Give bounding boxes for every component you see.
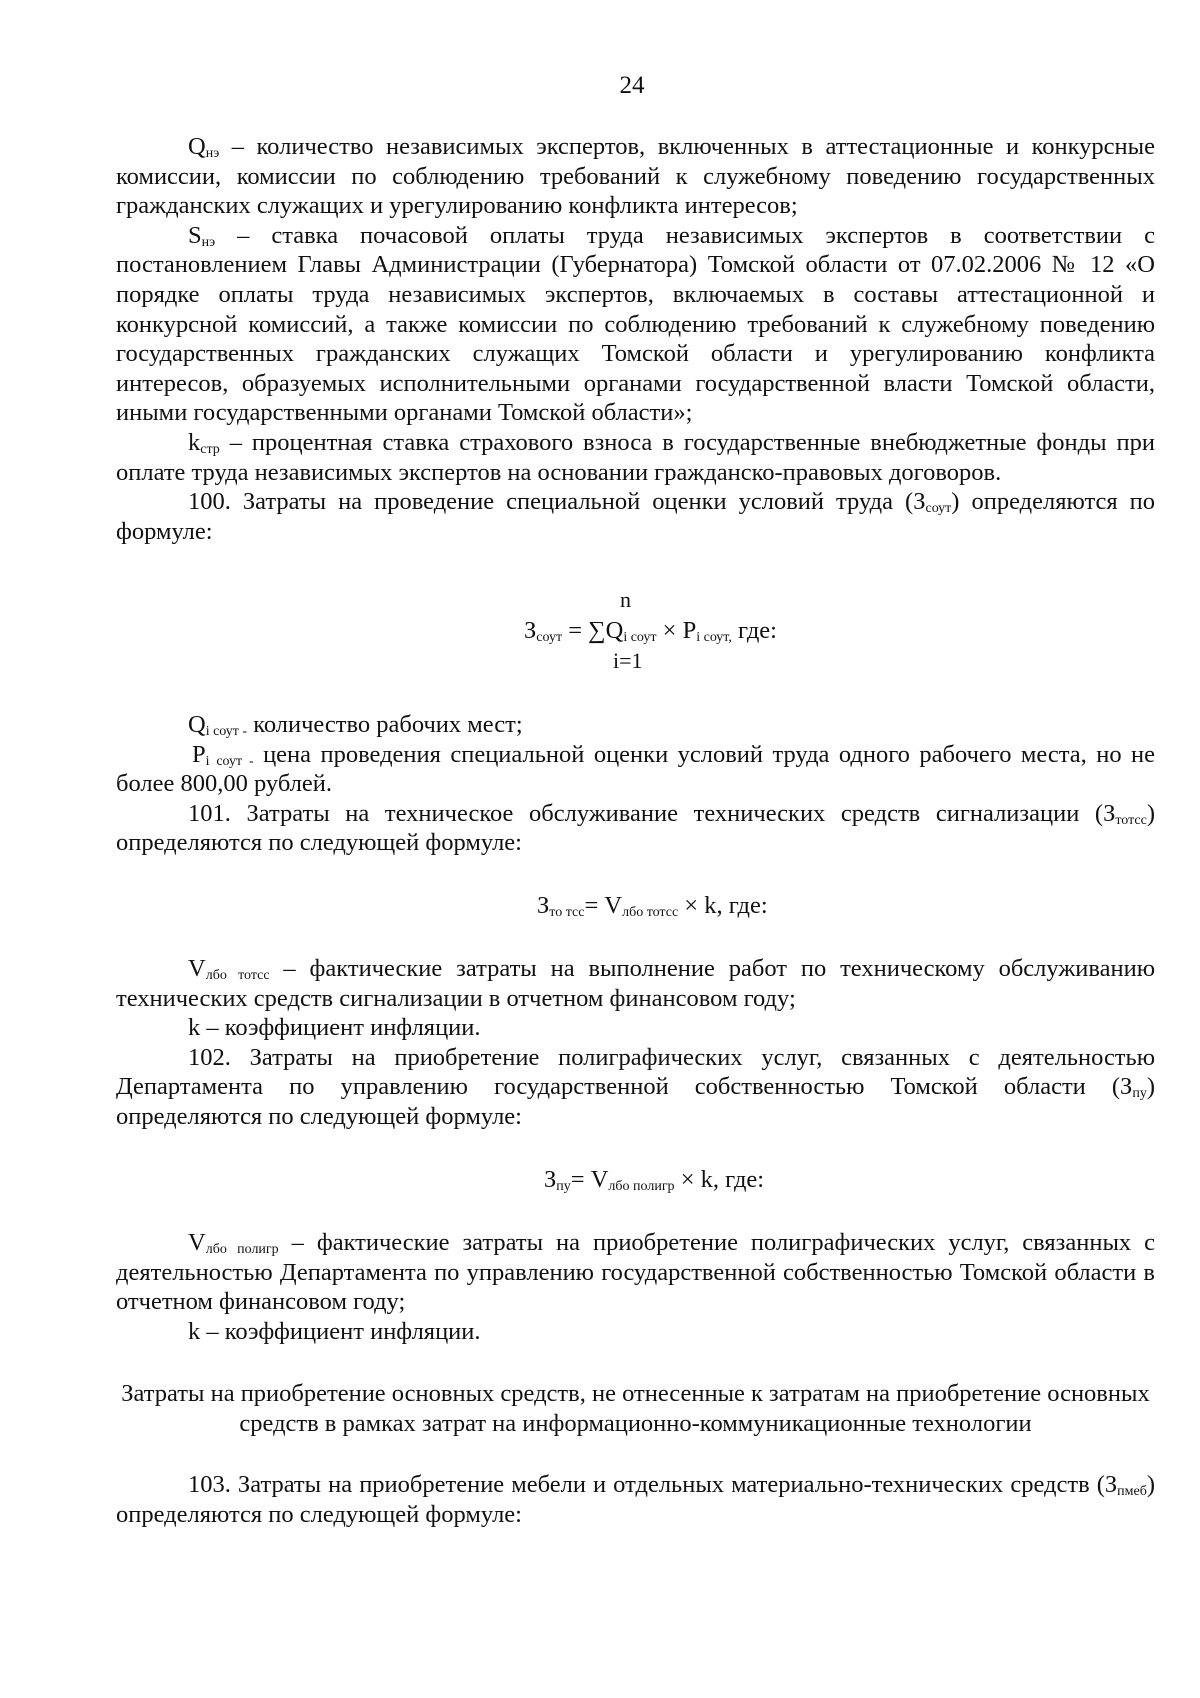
definition-s-ne: $S_{нэ}$ – ставка почасовой оплаты труда независимых экспертов в соответствии с постановлением Главы Администрации (Губернатора) Томской области от 07.02.2006 № 12 «О порядке оплаты труда независимых экспертов, включаемых в составы аттестационной и конкурсной комиссий, а также комиссии по соблюдению требований к служебному поведению государственных гражданских служащих Томской области и урегулированию конфликта интересов, образуемых исполнительными органами государственной власти Томской области, иными государственными органами Томской области»;: [116, 221, 1155, 427]
formula-100: Зсоут = ∑Qi соут × Pi соут, где:: [524, 617, 777, 645]
paragraph-101: 101. Затраты на техническое обслуживание технических средств сигнализации $(З_{тотсс})$ определяются по следующей формуле:: [116, 799, 1155, 857]
definition-p-i: $P_{i соут -}$ цена проведения специальной оценки условий труда одного рабочего места, но не более 800,00 рублей.: [116, 740, 1155, 798]
definition-k-str: $k_{стр}$ – процентная ставка страхового взноса в государственные внебюджетные фонды при оплате труда независимых экспертов на основании гражданско-правовых договоров.: [116, 428, 1155, 486]
section-title: Затраты на приобретение основных средств, не отнесенные к затратам на приобретение основных средств в рамках затрат на информационно-коммуникационные технологии: [121, 1380, 1150, 1437]
definitions-block-2: [116, 710, 1155, 858]
definitions-block-4: [116, 1228, 1155, 1346]
paragraph-102: 102. Затраты на приобретение полиграфических услуг, связанных с деятельностью Департамента по управлению государственной собственностью Томской области $(З_{пу})$ определяются по следующей формуле:: [116, 1043, 1155, 1130]
definitions-block-5: [116, 1470, 1155, 1529]
paragraph-100: 100. Затраты на проведение специальной оценки условий труда $(З_{соут})$ определяются по формуле:: [116, 488, 1155, 545]
definition-q-i: $Q_{i соут -}$ количество рабочих мест;: [188, 711, 523, 739]
definition-v-102: $V_{лбо полигр}$ – фактические затраты на приобретение полиграфических услуг, связанных с деятельностью Департамента по управлению государственной собственностью Томской области в отчетном финансовом году;: [116, 1229, 1155, 1316]
formula-100-lower-limit: i=1: [613, 648, 643, 673]
definitions-block-3: [116, 954, 1155, 1132]
definition-k-101: k – коэффициент инфляции.: [188, 1014, 481, 1042]
paragraph-103: 103. Затраты на приобретение мебели и отдельных материально-технических средств $(З_{пмеб})$ определяются по следующей формуле:: [116, 1471, 1155, 1528]
formula-101: Зто тсс= Vлбо тотсс × k, где:: [537, 892, 768, 920]
definitions-block-1: [116, 132, 1155, 546]
definition-v-101: $V_{лбо тотсс}$ – фактические затраты на выполнение работ по техническому обслуживанию технических средств сигнализации в отчетном финансовом году;: [116, 955, 1156, 1012]
definition-k-102: k – коэффициент инфляции.: [188, 1317, 481, 1345]
formula-102: Зпу= Vлбо полигр × k, где:: [544, 1166, 765, 1194]
formula-100-upper-limit: n: [620, 587, 631, 612]
definition-q-ne: $Q_{нэ}$ – количество независимых экспертов, включенных в аттестационные и конкурсные комиссии, комиссии по соблюдению требований к служебному поведению государственных гражданских служащих и урегулированию конфликта интересов;: [116, 133, 1155, 220]
page-number: 24: [619, 72, 645, 99]
